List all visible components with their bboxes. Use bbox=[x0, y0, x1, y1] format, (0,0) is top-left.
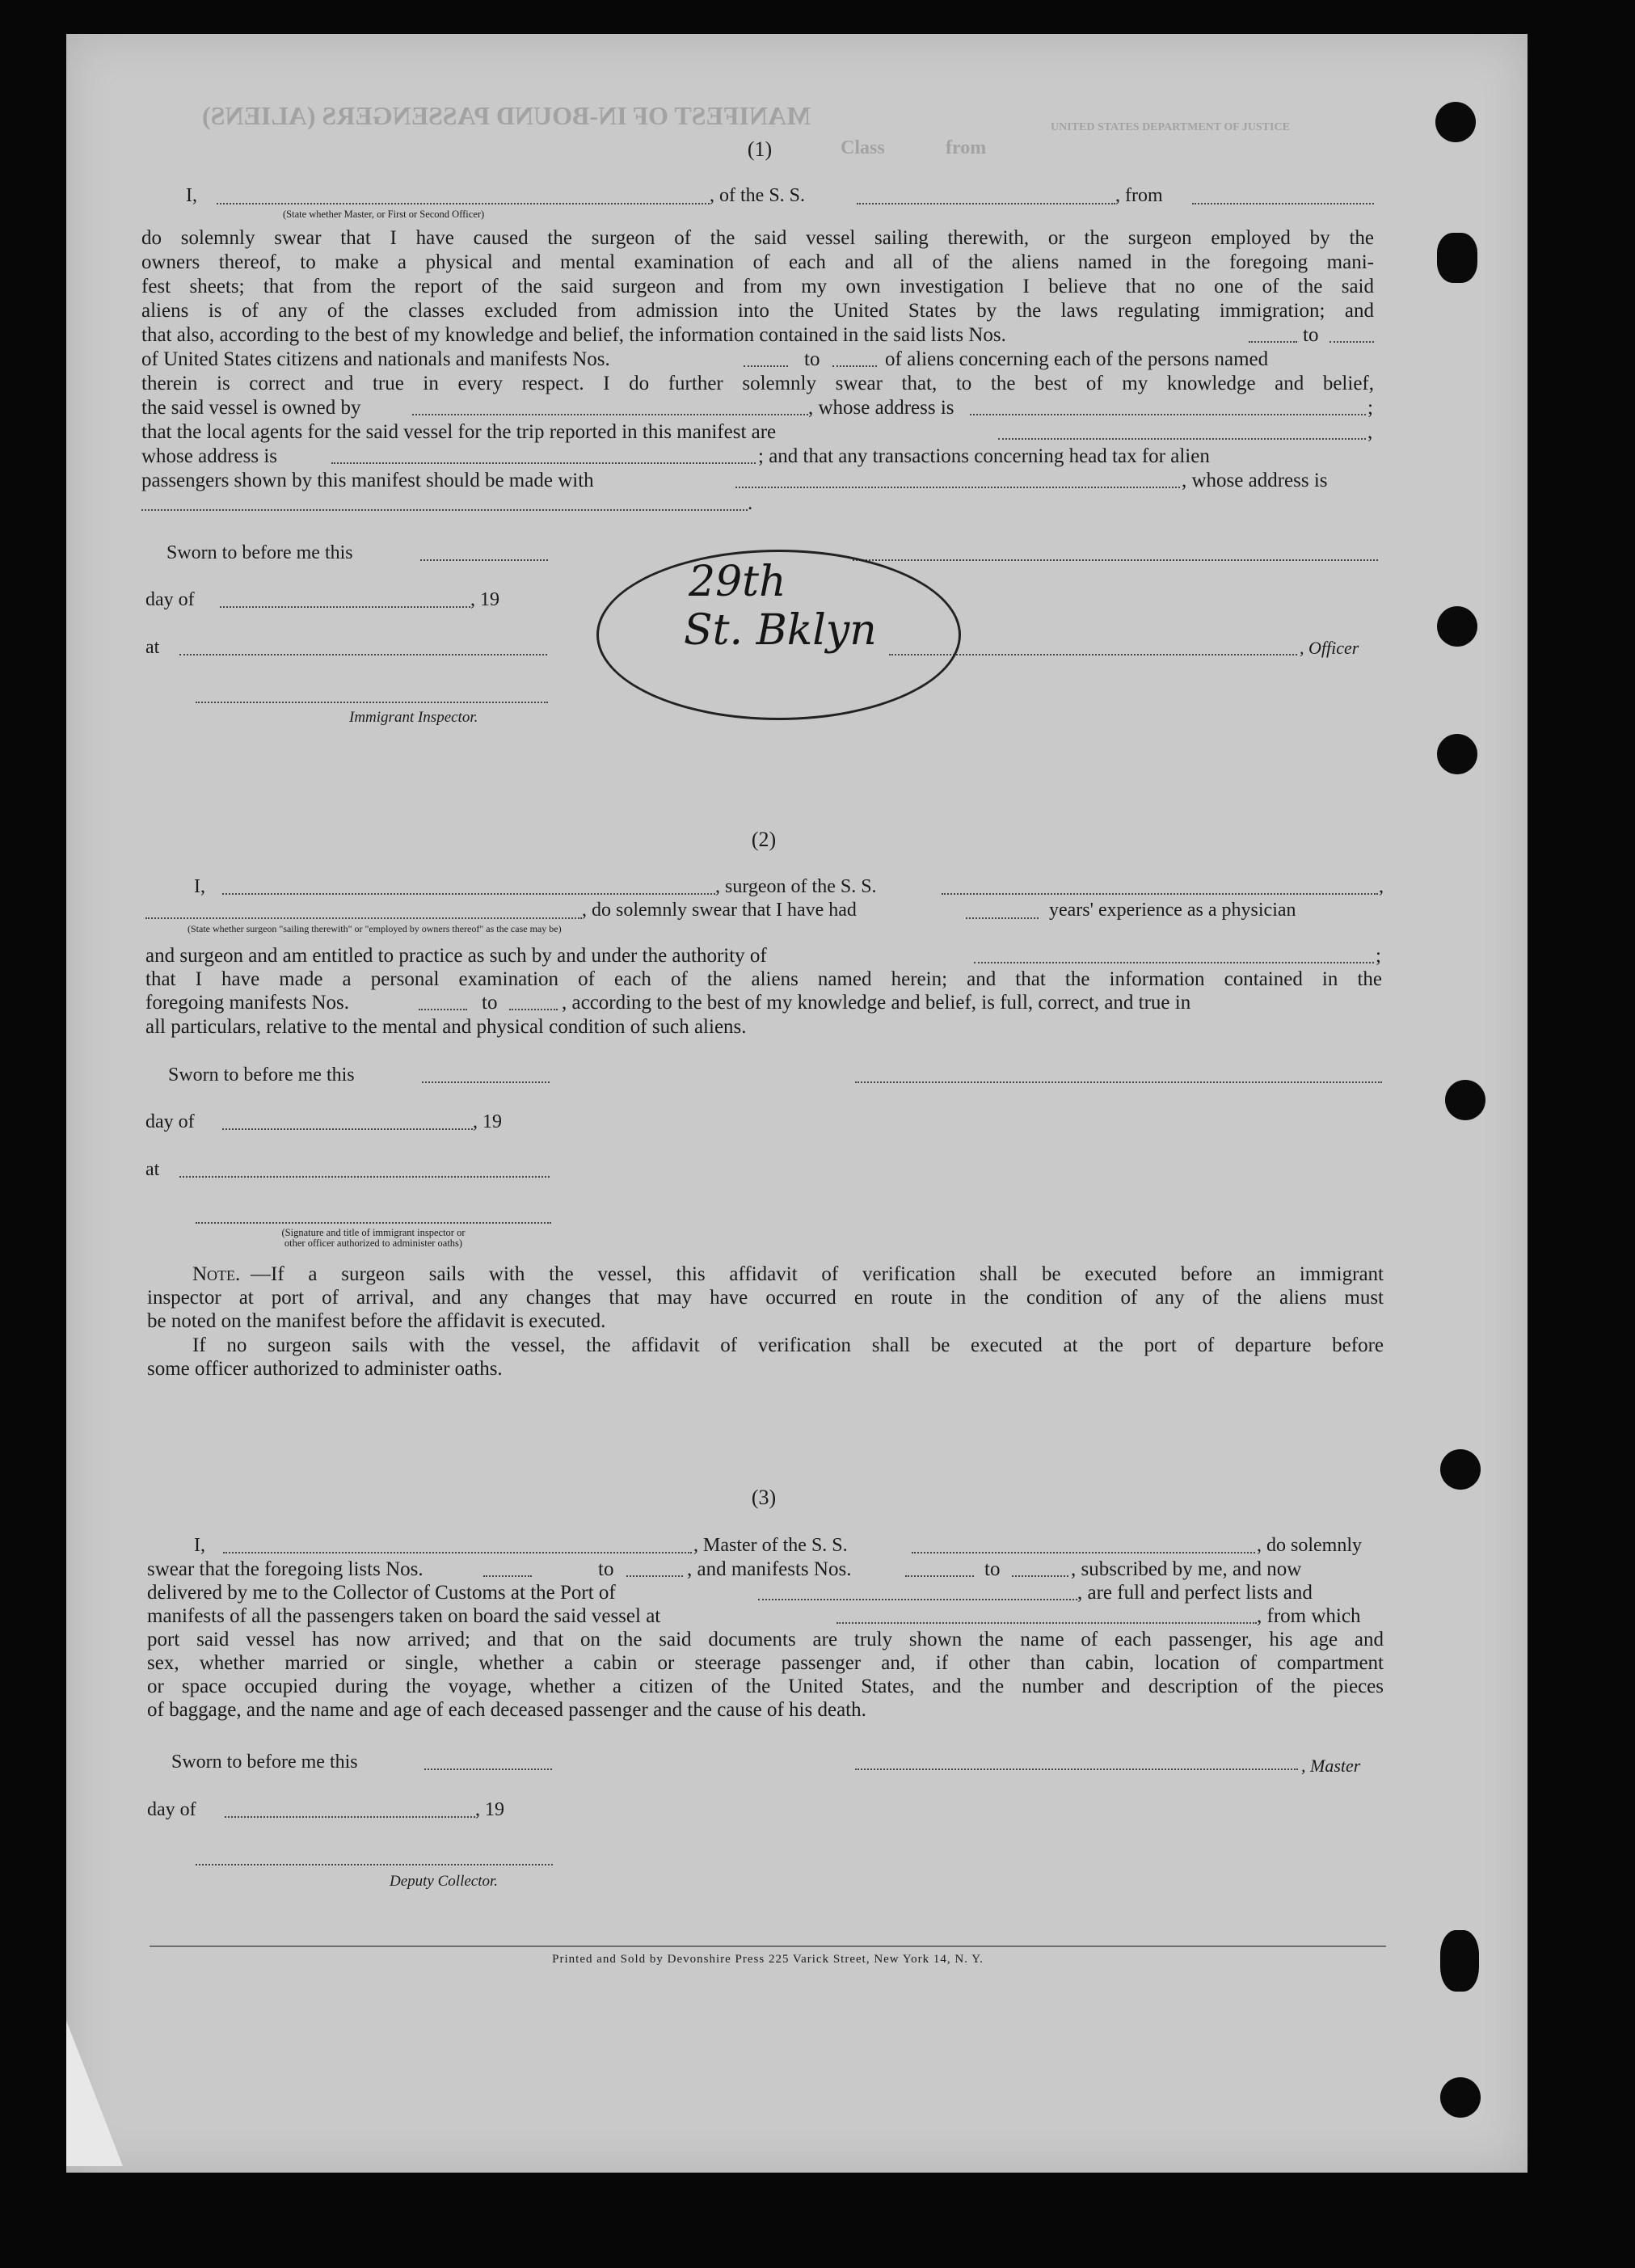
to-label: to bbox=[984, 1558, 1001, 1580]
blank-line bbox=[422, 1081, 550, 1083]
to-label: to bbox=[482, 992, 498, 1014]
blank-line bbox=[222, 1128, 473, 1130]
sworn-label: Sworn to before me this bbox=[171, 1752, 358, 1773]
blank-line bbox=[857, 203, 1115, 204]
signature-line bbox=[196, 1864, 553, 1865]
punct: , bbox=[1367, 421, 1373, 443]
bleed-through-class: Class bbox=[841, 137, 885, 158]
owned-by-label: the said vessel is owned by bbox=[141, 397, 361, 419]
blank-line bbox=[223, 1552, 692, 1553]
surgeon-of-label: , surgeon of the S. S. bbox=[715, 876, 877, 897]
blank-line bbox=[1012, 1575, 1068, 1577]
note-master: (State whether Master, or First or Second Officer) bbox=[283, 209, 485, 220]
do-solemnly-label: , do solemnly bbox=[1257, 1535, 1362, 1556]
full-perfect-label: , are full and perfect lists and bbox=[1077, 1582, 1313, 1604]
blank-line bbox=[509, 1009, 558, 1010]
note-line: inspector at port of arrival, and any changes that may have occurred en route in the condition of any of the aliens must bbox=[147, 1287, 1384, 1309]
body-line: sex, whether married or single, whether a cabin or steerage passenger and, if other than cabin, location of compartment bbox=[147, 1652, 1384, 1674]
day-of-label: day of bbox=[145, 1111, 195, 1132]
body-line: do solemnly swear that I have caused the surgeon of the said vessel sailing therewith, or the surgeon employed by the bbox=[141, 227, 1374, 249]
at-label: at bbox=[145, 1159, 160, 1180]
binder-hole bbox=[1440, 1449, 1481, 1490]
signature-line bbox=[855, 1768, 1298, 1770]
master-caption: , Master bbox=[1301, 1756, 1361, 1776]
blank-line bbox=[222, 893, 715, 895]
blank-line bbox=[331, 462, 756, 464]
blank-line bbox=[998, 438, 1366, 440]
body-line: of baggage, and the name and age of each deceased passenger and the cause of his death. bbox=[147, 1699, 866, 1721]
binder-hole bbox=[1445, 1080, 1485, 1120]
at-label: at bbox=[145, 637, 160, 658]
whose-address-label: whose address is bbox=[141, 445, 278, 467]
subscribed-label: , subscribed by me, and now bbox=[1071, 1558, 1302, 1580]
of-aliens-label: of aliens concerning each of the persons named bbox=[885, 348, 1269, 370]
bleed-through-from: from bbox=[946, 137, 987, 158]
officer-label: , Officer bbox=[1300, 638, 1359, 658]
note-line: be noted on the manifest before the affidavit is executed. bbox=[147, 1310, 606, 1332]
bleed-through-title: MANIFEST OF IN-BOUND PASSENGERS (ALIENS) bbox=[202, 101, 811, 130]
blank-line bbox=[735, 487, 1180, 488]
signature-line bbox=[855, 1081, 1382, 1083]
folded-corner bbox=[66, 2021, 123, 2166]
blank-line bbox=[626, 1575, 683, 1577]
body-line: or space occupied during the voyage, whether a citizen of the United States, and the number and description of the pieces bbox=[147, 1676, 1384, 1697]
blank-line bbox=[966, 917, 1039, 919]
sworn-label: Sworn to before me this bbox=[166, 542, 353, 563]
blank-line bbox=[758, 1599, 1077, 1600]
binder-hole bbox=[1440, 1930, 1479, 1992]
master-of-label: , Master of the S. S. bbox=[693, 1535, 848, 1556]
note-line: some officer authorized to administer oaths. bbox=[147, 1358, 503, 1380]
blank-line bbox=[832, 365, 877, 367]
section-number: (1) bbox=[747, 137, 773, 161]
binder-hole bbox=[1437, 734, 1477, 774]
signature-caption: (Signature and title of immigrant inspector or bbox=[281, 1227, 466, 1238]
body-line: and surgeon and am entitled to practice as such by and under the authority of bbox=[145, 945, 767, 967]
blank-line bbox=[420, 559, 548, 561]
whose-address-label: , whose address is bbox=[1182, 470, 1328, 491]
section-number: (2) bbox=[751, 828, 777, 851]
section-number: (3) bbox=[751, 1486, 777, 1509]
oath-i: I, bbox=[186, 185, 197, 206]
note-line: —If a surgeon sails with the vessel, this affidavit of verification shall be executed before an immigrant bbox=[251, 1263, 1384, 1285]
blank-line bbox=[179, 654, 547, 656]
blank-line bbox=[1192, 203, 1374, 204]
body-line: fest sheets; that from the report of the said surgeon and from my own investigation I believe that no one of the said bbox=[141, 276, 1374, 297]
to-label: to bbox=[1303, 324, 1319, 346]
blank-line bbox=[970, 414, 1366, 415]
to-label: to bbox=[598, 1558, 614, 1580]
body-line: that I have made a personal examination of each of the aliens named herein; and that the information contained in the bbox=[145, 968, 1382, 990]
day-of-label: day of bbox=[145, 589, 195, 610]
blank-line bbox=[419, 1009, 467, 1010]
sworn-label: Sworn to before me this bbox=[168, 1064, 355, 1086]
signature-caption: other officer authorized to administer oaths) bbox=[284, 1237, 463, 1249]
blank-line bbox=[141, 509, 748, 511]
body-line: therein is correct and true in every respect. I do further solemnly swear that, to the best of my knowledge and belief, bbox=[141, 373, 1374, 394]
punct: , bbox=[1379, 876, 1384, 897]
handwritten-note: 29th bbox=[689, 558, 786, 606]
body-line: all particulars, relative to the mental and physical condition of such aliens. bbox=[145, 1016, 747, 1038]
year-label: , 19 bbox=[470, 589, 499, 610]
from-which-label: , from which bbox=[1257, 1605, 1361, 1627]
body-line: owners thereof, to make a physical and mental examination of each and all of the aliens named in the foregoing mani- bbox=[141, 251, 1374, 273]
body-line: aliens is of any of the classes excluded from admission into the United States by the laws regulating immigration; and bbox=[141, 300, 1374, 322]
blank-line bbox=[225, 1816, 475, 1818]
deputy-caption: Deputy Collector. bbox=[390, 1873, 499, 1890]
swear-lists-label: swear that the foregoing lists Nos. bbox=[147, 1558, 423, 1580]
oath-i: I, bbox=[194, 1535, 205, 1556]
blank-line bbox=[483, 1575, 532, 1577]
according-label: , according to the best of my knowledge and belief, is full, correct, and true in bbox=[562, 992, 1191, 1014]
note-label: Note. bbox=[192, 1263, 241, 1285]
foregoing-label: foregoing manifests Nos. bbox=[145, 992, 350, 1014]
body-line: port said vessel has now arrived; and that on the said documents are truly shown the name of each passenger, his age and bbox=[147, 1629, 1384, 1650]
signature-line bbox=[196, 702, 548, 703]
blank-line bbox=[974, 962, 1374, 963]
note-line: If no surgeon sails with the vessel, the affidavit of verification shall be executed at the port of departure before bbox=[192, 1334, 1384, 1356]
punct: ; bbox=[1367, 397, 1373, 419]
of-ss-label: , of the S. S. bbox=[710, 185, 806, 206]
body-line: of United States citizens and nationals and manifests Nos. bbox=[141, 348, 610, 370]
handwritten-note: St. Bklyn bbox=[684, 606, 877, 655]
blank-line bbox=[145, 917, 582, 919]
blank-line bbox=[412, 414, 808, 415]
day-of-label: day of bbox=[147, 1799, 196, 1820]
swear-had-label: , do solemnly swear that I have had bbox=[582, 900, 857, 921]
blank-line bbox=[179, 1176, 550, 1178]
printer-credit: Printed and Sold by Devonshire Press 225 Varick Street, New York 14, N. Y. bbox=[552, 1953, 984, 1966]
blank-line bbox=[912, 1552, 1255, 1553]
body-line: that also, according to the best of my knowledge and belief, the information contained in the said lists Nos. bbox=[141, 324, 1006, 346]
binder-hole bbox=[1437, 233, 1477, 283]
blank-line bbox=[836, 1622, 1257, 1624]
blank-line bbox=[220, 606, 470, 608]
blank-line bbox=[942, 893, 1378, 895]
delivered-label: delivered by me to the Collector of Customs at the Port of bbox=[147, 1582, 616, 1604]
local-agents-label: that the local agents for the said vessel for the trip reported in this manifest are bbox=[141, 421, 777, 443]
year-label: , 19 bbox=[475, 1799, 504, 1820]
from-label: , from bbox=[1115, 185, 1163, 206]
binder-hole bbox=[1435, 102, 1476, 142]
blank-line bbox=[853, 559, 1378, 561]
blank-line bbox=[424, 1768, 552, 1770]
year-label: , 19 bbox=[473, 1111, 502, 1132]
signature-line bbox=[196, 1222, 551, 1224]
binder-hole bbox=[1440, 2077, 1481, 2118]
passengers-label: passengers shown by this manifest should be made with bbox=[141, 470, 594, 491]
to-label: to bbox=[804, 348, 820, 370]
blank-line bbox=[1249, 341, 1297, 343]
years-exp-label: years' experience as a physician bbox=[1049, 900, 1296, 921]
oath-i: I, bbox=[194, 876, 205, 897]
note-surgeon: (State whether surgeon "sailing therewith" or "employed by owners thereof" as the case may be) bbox=[188, 923, 562, 934]
and-manifests-label: , and manifests Nos. bbox=[687, 1558, 852, 1580]
punct: . bbox=[748, 492, 753, 514]
blank-line bbox=[905, 1575, 974, 1577]
blank-line bbox=[1329, 341, 1374, 343]
whose-address-label: , whose address is bbox=[808, 397, 954, 419]
blank-line bbox=[217, 203, 710, 204]
punct: ; bbox=[1376, 945, 1381, 967]
inspector-caption: Immigrant Inspector. bbox=[349, 709, 478, 726]
blank-line bbox=[744, 365, 788, 367]
bleed-through-form-info: UNITED STATES DEPARTMENT OF JUSTICE bbox=[1051, 121, 1290, 133]
footer-rule bbox=[150, 1946, 1386, 1947]
head-tax-label: ; and that any transactions concerning head tax for alien bbox=[758, 445, 1210, 467]
binder-hole bbox=[1437, 606, 1477, 647]
manifests-all-label: manifests of all the passengers taken on board the said vessel at bbox=[147, 1605, 661, 1627]
